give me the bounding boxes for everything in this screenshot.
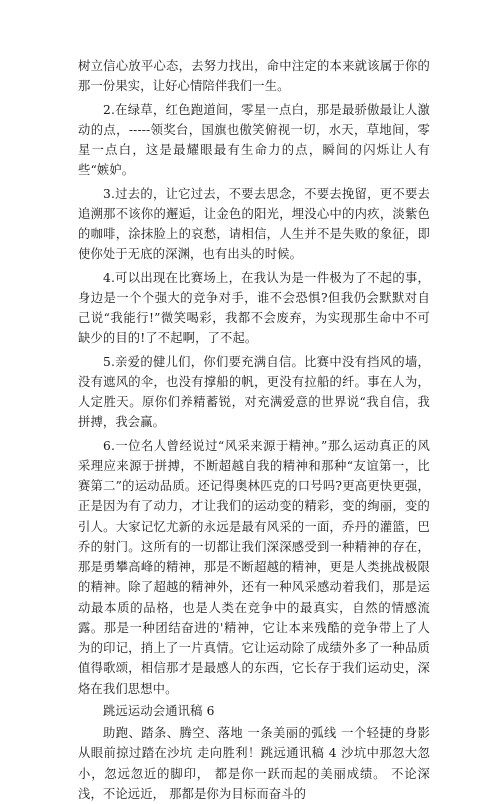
document-body [78, 56, 430, 804]
paragraph-2: 2.在绿草，红色跑道间，零星一点白，那是最骄傲最让人激动的点，-----领奖台，国旗也傲笑俯视一切，水天，草地间，零星一点白，这是最耀眼最有生命力的点，瞬间的闪烁让人有些“嫉妒。 [78, 102, 430, 178]
section-heading: 跳远运动会通讯稿 6 [103, 703, 215, 718]
closing-paragraph: 助跑、踏条、腾空、落地 一条美丽的弧线 一个轻捷的身影 从眼前掠过踏在沙坑 走向胜利！跳远通讯稿 4 沙坑中那忽大忽小，忽远忽近的脚印， 都是你一跃而起的美丽成绩。 不论深浅，不论远近， 那都是你为目标而奋斗的 [78, 726, 430, 801]
paragraph-5: 5.亲爱的健儿们，你们要充满自信。比赛中没有挡风的墙，没有遮风的伞，也没有撑船的帆，更没有拉船的纤。事在人为，人定胜天。原你们养精蓄锐，对充满爱意的世界说“我自信，我拼搏，我会赢。 [78, 354, 430, 430]
paragraph-continued: 树立信心放平心态，去努力找出，命中注定的本来就该属于你的那一份果实，让好心情陪伴我们一生。 [78, 59, 430, 94]
paragraph-4: 4.可以出现在比赛场上，在我认为是一件极为了不起的事，身边是一个个强大的竞争对手，谁不会恐惧?但我仍会默默对自己说“我能行!”微笑喝彩，我都不会废弃，为实现那生命中不可缺少的目的!了不起啊，了不起。 [78, 270, 430, 346]
paragraph-6: 6.一位名人曾经说过“风采来源于精神。”那么运动真正的风采理应来源于拼搏，不断超越自我的精神和那种“友谊第一，比赛第二”的运动品质。还记得奥林匹克的口号吗?更高更快更强，正是因为有了动力，才让我们的运动变的精彩，变的绚丽，变的引人。大家记忆尤新的永远是最有风采的一面，乔丹的灌篮，巴乔的射门。这所有的一切都让我们深深感受到一种精神的存在，那是勇攀高峰的精神，那是不断超越的精神，更是人类挑战极限的精神。除了超越的精神外，还有一种风采感动着我们，那是运动最本质的品格，也是人类在竞争中的最真实，自然的情感流露。那是一种团结奋进的'精神，它让本来残酷的竞争带上了人为的印记，捎上了一片真情。它让运动除了成绩外多了一种品质值得歌颂，相信那才是最感人的东西，它长存于我们运动史，深烙在我们思想中。 [78, 438, 430, 696]
paragraph-3: 3.过去的，让它过去，不要去思念，不要去挽留，更不要去追溯那不该你的邂逅，让金色的阳光，埋没心中的内疚，淡紫色的咖啡，涂抹脸上的哀愁，请相信，人生并不是失败的象征，即使你处于无底的深渊，也有出头的时候。 [78, 186, 430, 262]
